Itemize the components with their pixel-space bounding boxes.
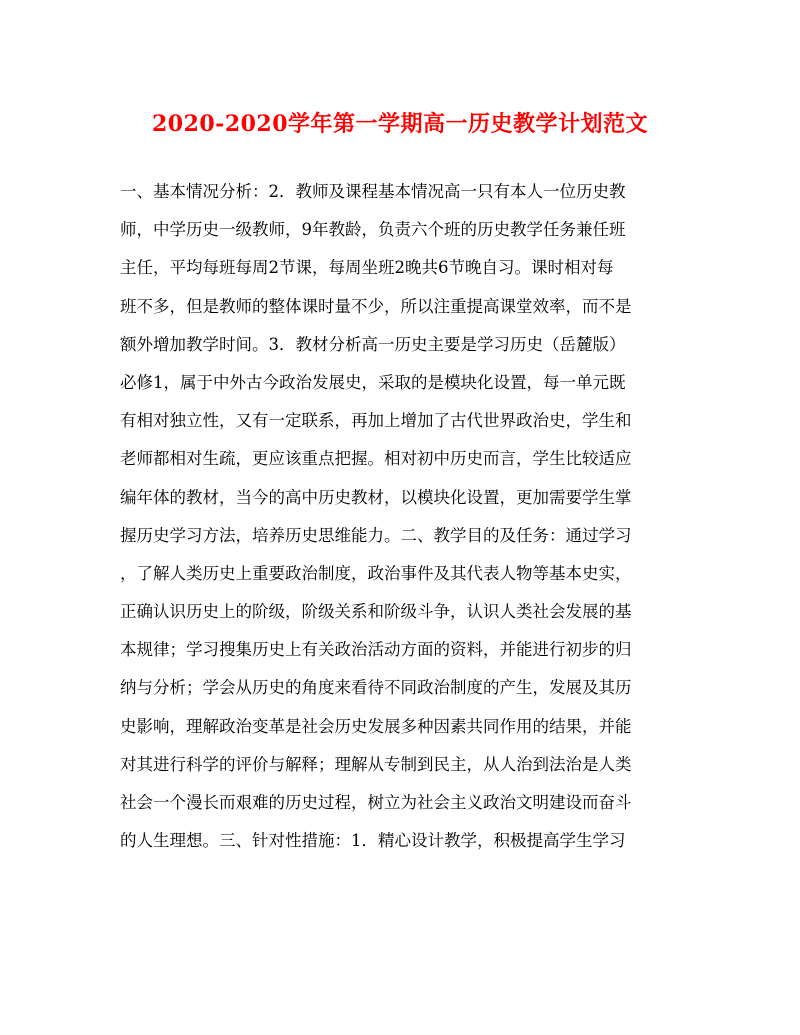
body-line-3: 主任，平均每班每周2节课，每周坐班2晚共6节晚自习。课时相对每 xyxy=(120,258,614,278)
document-title: 2020-2020学年第一学期高一历史教学计划范文 xyxy=(151,111,649,137)
body-line-6: 必修1，属于中外古今政治发展史，采取的是模块化设置，每一单元既 xyxy=(120,372,626,392)
body-line-14: 纳与分析；学会从历史的角度来看待不同政治制度的产生，发展及其历 xyxy=(120,678,632,698)
body-line-10: 握历史学习方法，培养历史思维能力。二、教学目的及任务：通过学习 xyxy=(120,525,632,545)
body-line-8: 老师都相对生疏，更应该重点把握。相对初中历史而言，学生比较适应 xyxy=(120,449,632,469)
body-line-11: ，了解人类历史上重要政治制度，政治事件及其代表人物等基本史实， xyxy=(120,563,632,583)
body-line-2: 师，中学历史一级教师，9年教龄，负责六个班的历史教学任务兼任班 xyxy=(120,220,626,240)
body-line-12: 正确认识历史上的阶级，阶级关系和阶级斗争，认识人类社会发展的基 xyxy=(120,602,632,622)
body-line-13: 本规律；学习搜集历史上有关政治活动方面的资料，并能进行初步的归 xyxy=(120,640,632,660)
body-line-16: 对其进行科学的评价与解释；理解从专制到民主，从人治到法治是人类 xyxy=(120,754,632,774)
body-line-17: 社会一个漫长而艰难的历史过程，树立为社会主义政治文明建设而奋斗 xyxy=(120,793,632,812)
body-line-5: 额外增加教学时间。3．教材分析高一历史主要是学习历史（岳麓版） xyxy=(120,334,626,354)
body-line-7: 有相对独立性，又有一定联系，再加上增加了古代世界政治史，学生和 xyxy=(120,411,632,431)
body-line-18: 的人生理想。三、针对性措施：1．精心设计教学，积极提高学生学习 xyxy=(120,831,626,851)
document-body xyxy=(120,173,685,860)
body-line-4: 班不多，但是教师的整体课时量不少，所以注重提高课堂效率，而不是 xyxy=(120,296,632,316)
body-line-15: 史影响，理解政治变革是社会历史发展多种因素共同作用的结果，并能 xyxy=(120,716,632,736)
body-line-1: 一、基本情况分析：2．教师及课程基本情况高一只有本人一位历史教 xyxy=(120,182,626,201)
body-line-9: 编年体的教材，当今的高中历史教材，以模块化设置，更加需要学生掌 xyxy=(120,487,632,507)
